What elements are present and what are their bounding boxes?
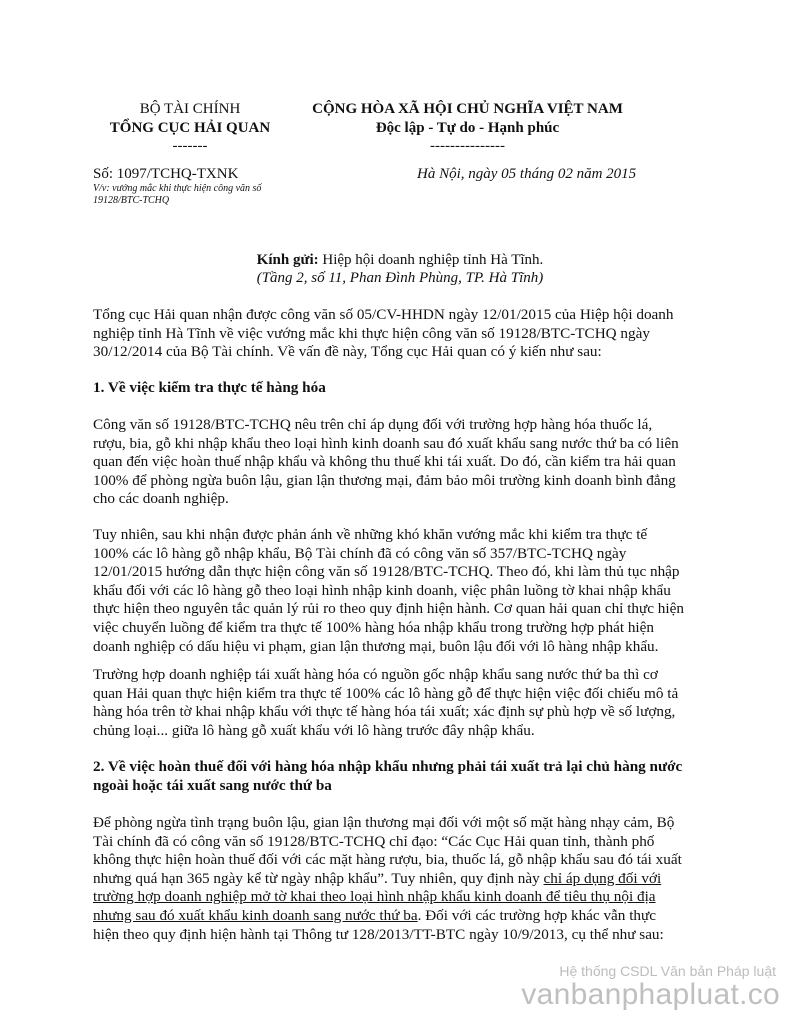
text-line: 100% để phòng ngừa buôn lậu, gian lận thương mại, đảm bảo môi trường kinh doanh bình đẳng [93,471,676,489]
text-line: việc chuyển luồng để kiểm tra thực tế 100% hàng hóa nhập khẩu trong trường hợp phát hiện [93,618,654,636]
underlined-text: chỉ áp dụng đối với [543,869,662,887]
text-line [93,907,713,926]
recipient-label: Kính gửi: [256,252,319,268]
section-1-paragraph-3 [93,666,713,740]
watermark-system: Hệ thống CSDL Văn bản Pháp luật [559,963,776,979]
section-1-paragraph-1 [93,416,713,509]
text-line: Tài chính đã có công văn số 19128/BTC-TCHQ chỉ đạo: “Các Cục Hải quan tỉnh, thành phố [93,832,655,850]
text-line: Để phòng ngừa tình trạng buôn lậu, gian lận thương mại đối với một số mặt hàng nhạy cảm, Bộ [93,814,675,831]
text-line: thực hiện theo nguyên tắc quản lý rủi ro theo quy định hiện hành. Cơ quan hải quan chỉ thực hiện [93,600,684,618]
text-line: 30/12/2014 của Bộ Tài chính. Về vấn đề này, Tổng cục Hải quan có ý kiến như sau: [93,343,602,361]
right-rule: --------------- [430,138,505,154]
text-line: hàng hóa trên tờ khai nhập khẩu với thực tế hàng hóa tái xuất; xác định sự phù hợp về số lượng, [93,703,676,721]
watermark-site: vanbanphapluat.co [521,978,780,1011]
text-line: 100% các lô hàng gỗ nhập khẩu, Bộ Tài chính đã có công văn số 357/BTC-TCHQ ngày [93,544,627,562]
document-number: Số: 1097/TCHQ-TXNK [93,166,239,182]
title-line: 2. Về việc hoàn thuế đối với hàng hóa nhập khẩu nhưng phải tái xuất trả lại chủ hàng nước [93,758,683,775]
recipient-line [150,251,650,270]
recipient-name: Hiệp hội doanh nghiệp tỉnh Hà Tĩnh. [318,252,544,268]
text-line: cho các doanh nghiệp. [93,490,229,508]
text-line: rượu, bia, gỗ khi nhập khẩu theo loại hình kinh doanh sau đó xuất khẩu sang nước thứ ba có liên [93,434,679,452]
section-2-paragraph-1 [93,814,713,944]
national-motto: Độc lập - Tự do - Hạnh phúc [375,120,560,136]
subject-line-2: 19128/BTC-TCHQ [93,195,170,206]
text-line: Tuy nhiên, sau khi nhận được phản ánh về những khó khăn vướng mắc khi kiểm tra thực tế [93,526,648,543]
title-line: ngoài hoặc tái xuất sang nước thứ ba [93,776,332,794]
text-line: khẩu đối với các lô hàng gỗ theo loại hình nhập kinh doanh, việc phân luồng tờ khai nhập khẩu [93,581,671,599]
text-line: hiện theo quy định hiện hành tại Thông tư 128/2013/TT-BTC ngày 10/9/2013, cụ thể như sau: [93,925,664,943]
recipient-address: (Tầng 2, số 11, Phan Đình Phùng, TP. Hà Tĩnh) [256,270,544,286]
text-line: doanh nghiệp có dấu hiệu vi phạm, gian lận thương mại, buôn lậu đối với lô hàng nhập khẩu. [93,637,659,655]
text-line: quan đến việc hoàn thuế nhập khẩu và không thu thuế khi tái xuất. Do đó, cần kiểm tra hải quan [93,453,676,471]
country-name: CỘNG HÒA XÃ HỘI CHỦ NGHĨA VIỆT NAM [312,101,623,117]
section-1-paragraph-2 [93,526,713,656]
text-line: Tổng cục Hải quan nhận được công văn số 05/CV-HHDN ngày 12/01/2015 của Hiệp hội doanh [93,306,674,323]
text-line: Công văn số 19128/BTC-TCHQ nêu trên chỉ áp dụng đối với trường hợp hàng hóa thuốc lá, [93,416,653,433]
text-line: quan Hải quan thực hiện kiểm tra thực tế 100% các lô hàng gỗ để thực hiện việc đối chiếu mô tả [93,684,679,702]
underlined-text: nhưng sau đó xuất khẩu kinh doanh sang nước thứ ba [93,906,418,924]
subject-line-1: V/v: vướng mắc khi thực hiện công văn số [93,183,262,194]
text-line: Trường hợp doanh nghiệp tái xuất hàng hóa có nguồn gốc nhập khẩu sang nước thứ ba thì cơ [93,666,658,683]
document-date: Hà Nội, ngày 05 tháng 02 năm 2015 [417,166,637,182]
text-line: nghiệp tỉnh Hà Tĩnh về việc vướng mắc khi thực hiện công văn số 19128/BTC-TCHQ ngày [93,324,650,342]
section-2-title [93,758,713,795]
text-line [93,870,713,889]
left-rule: ------- [172,138,208,154]
underlined-text: trường hợp doanh nghiệp mở tờ khai theo loại hình nhập khẩu kinh doanh để tiêu thụ nội địa [93,888,656,906]
text-run: . Đối với các trường hợp khác vẫn thực [417,906,656,924]
intro-paragraph [93,306,713,362]
text-line: 12/01/2015 hướng dẫn thực hiện công văn số 19128/BTC-TCHQ. Theo đó, khi làm thủ tục nhập [93,563,680,581]
text-line: chủng loại... giữa lô hàng gỗ xuất khẩu với lô hàng trước đây nhập khẩu. [93,721,535,739]
section-1-title: 1. Về việc kiểm tra thực tế hàng hóa [93,379,326,396]
text-line: không thực hiện hoàn thuế đối với các mặt hàng rượu, bia, thuốc lá, gỗ nhập khẩu sau đó tái xuất [93,851,682,869]
text-line [93,888,713,907]
ministry-name: BỘ TÀI CHÍNH [139,101,241,117]
agency-name: TỔNG CỤC HẢI QUAN [109,120,271,136]
text-run: nhưng quá hạn 365 ngày kể từ ngày nhập khẩu”. Tuy nhiên, quy định này [93,869,544,887]
